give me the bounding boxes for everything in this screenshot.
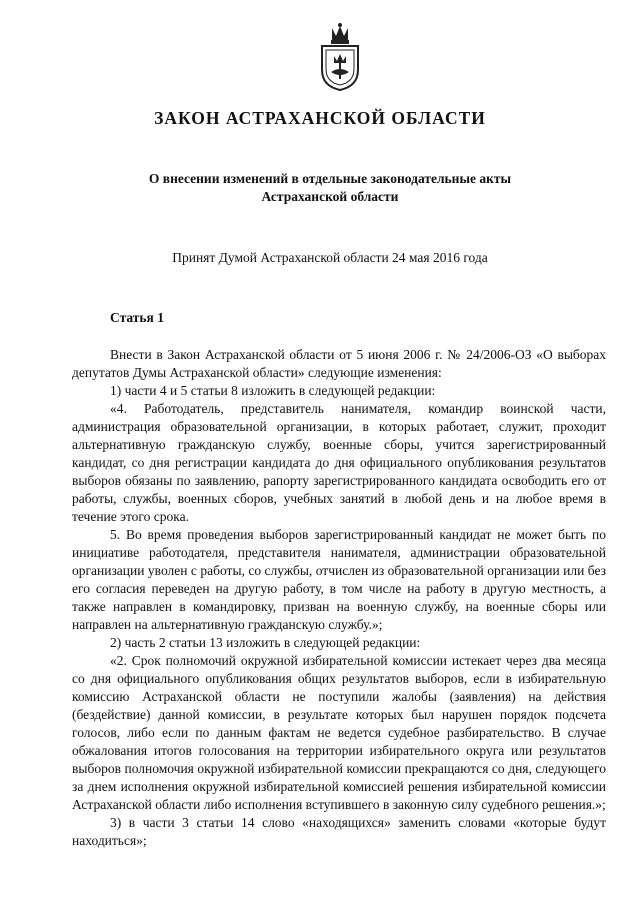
- paragraph: 2) часть 2 статьи 13 изложить в следующей редакции:: [110, 635, 421, 650]
- paragraph: 1) части 4 и 5 статьи 8 изложить в следующей редакции:: [110, 383, 436, 398]
- law-subtitle: [100, 170, 560, 206]
- article-body: [72, 346, 606, 850]
- subtitle-line-2: Астраханской области: [261, 189, 399, 204]
- paragraph: 3) в части 3 статьи 14 слово «находящихся» заменить словами «которые будут находиться»;: [72, 815, 606, 848]
- law-title: ЗАКОН АСТРАХАНСКОЙ ОБЛАСТИ: [154, 108, 486, 128]
- paragraph: «4. Работодатель, представитель нанимателя, командир воинской части, администрация образовательной организации, в которых работает, служит, проходит альтернативную гражданскую службу, военные сборы, учится зарегистрированный кандидат, со дня регистрации кандидата до дня официального опубликования результатов выборов обязаны по заявлению, рапорту зарегистрированного кандидата освободить его от работы, службы, военных сборов, учебных занятий в любой день и на любое время в течение этого срока.: [72, 401, 606, 524]
- article-heading: Статья 1: [110, 310, 164, 325]
- adoption-date-line: Принят Думой Астраханской области 24 мая 2016 года: [172, 250, 488, 265]
- paragraph: «2. Срок полномочий окружной избирательной комиссии истекает через два месяца со дня официального опубликования общих результатов выборов, если в избирательную комиссию Астраханской области не поступили жалобы (заявления) на действия (бездействие) данной комиссии, в результате которых был нарушен порядок подсчета голосов, либо если по данным фактам не ведется судебное разбирательство. В случае обжалования итогов голосования на территории избирательного округа или результатов выборов полномочия окружной избирательной комиссии прекращаются со дня, следующего за днем исполнения окружной избирательной комиссией решения избирательной комиссии Астраханской области либо исполнения вступившего в законную силу судебного решения.»;: [72, 653, 606, 812]
- coat-of-arms-emblem: [318, 22, 362, 92]
- paragraph: 5. Во время проведения выборов зарегистрированный кандидат не может быть по инициативе работодателя, представителя нанимателя, администрации образовательной организации уволен с работы, со службы, отчислен из образовательной организации или без его согласия переведен на другую работу, в том числе на работу в другую местность, а также направлен в командировку, призван на военную службу, на военные сборы или направлен на альтернативную гражданскую службу.»;: [72, 527, 606, 632]
- paragraph: Внести в Закон Астраханской области от 5 июня 2006 г. № 24/2006-ОЗ «О выборах депутатов Думы Астраханской области» следующие изменения:: [72, 347, 606, 380]
- subtitle-line-1: О внесении изменений в отдельные законодательные акты: [148, 171, 512, 186]
